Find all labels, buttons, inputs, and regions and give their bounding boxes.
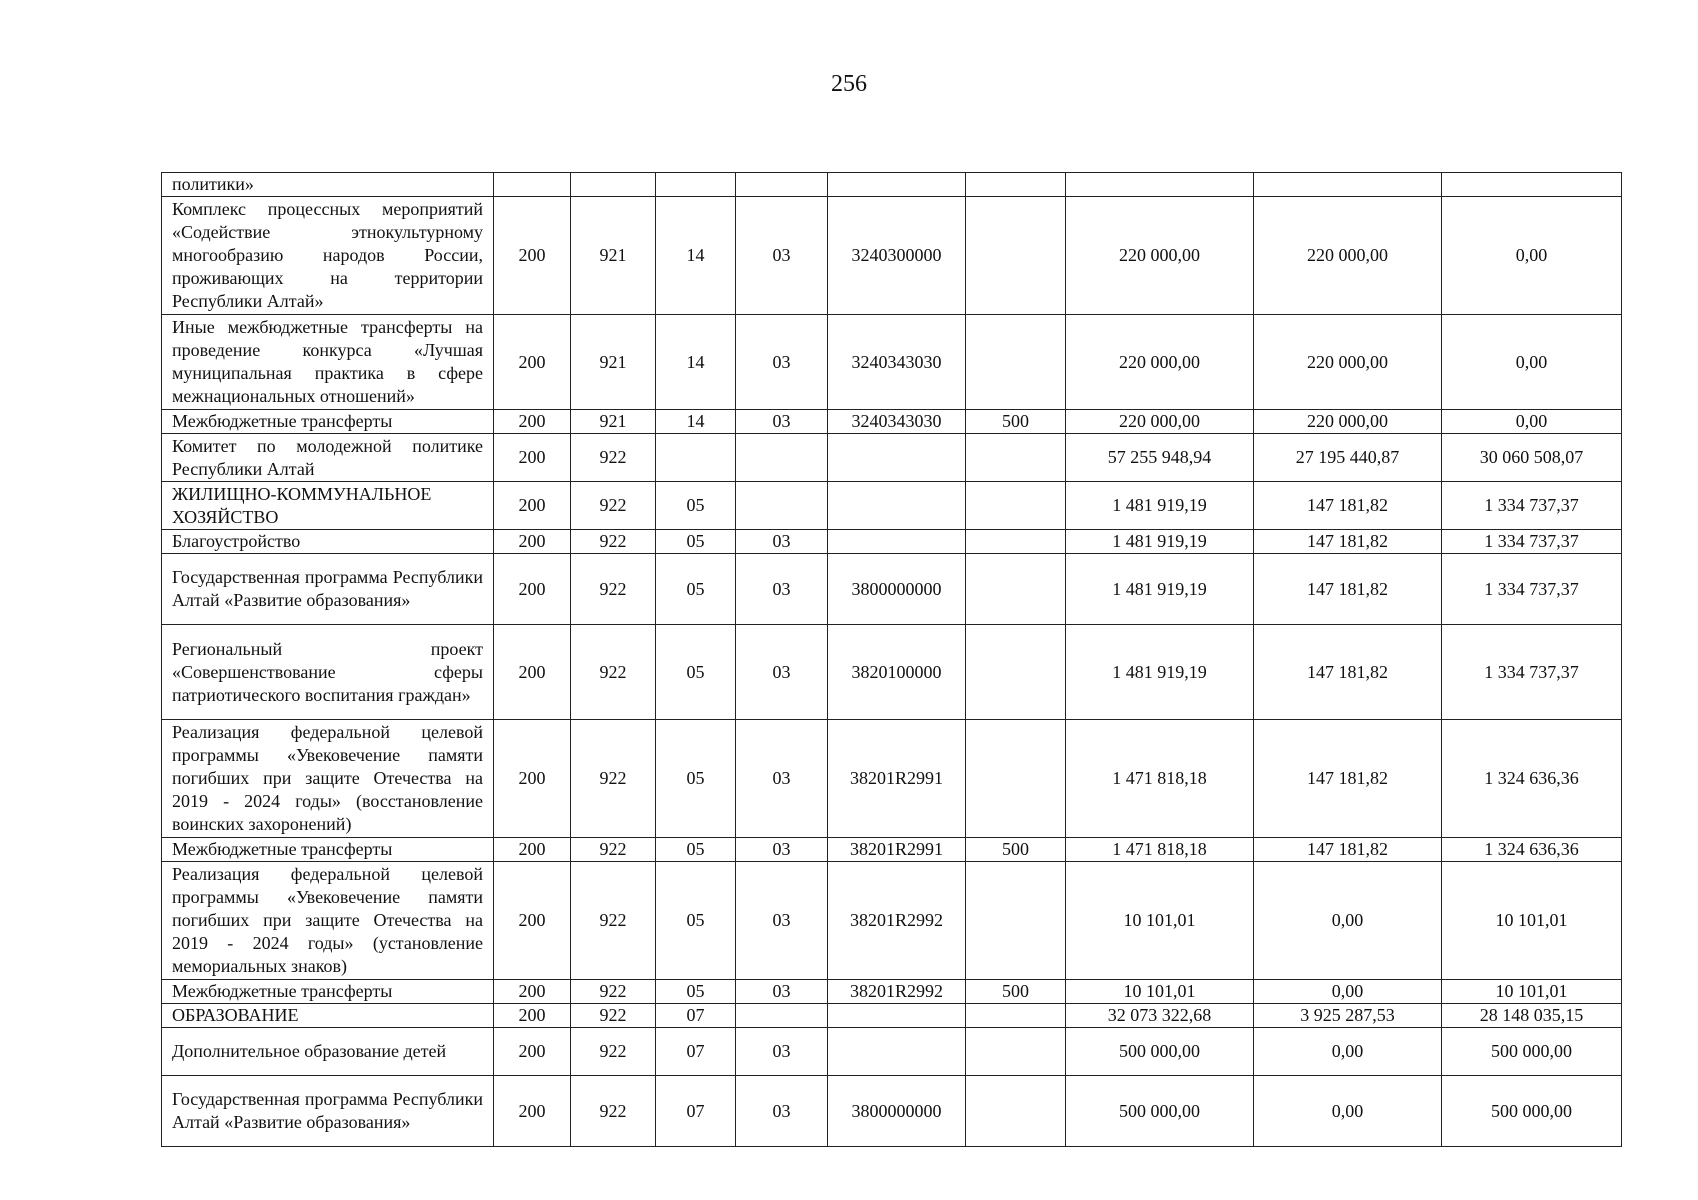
cell-code-3: 05 <box>656 554 736 625</box>
cell-code-1: 200 <box>494 410 571 434</box>
row-description: Региональный проект «Совершенствование сферы патриотического воспитания граждан» <box>162 625 494 720</box>
cell-code-5: 38201R2991 <box>828 720 966 838</box>
row-description: Комитет по молодежной политике Республики Алтай <box>162 434 494 482</box>
cell-code-6 <box>966 434 1066 482</box>
cell-code-1: 200 <box>494 720 571 838</box>
cell-value-2: 147 181,82 <box>1254 554 1442 625</box>
cell-value-2 <box>1254 173 1442 197</box>
row-description: Дополнительное образование детей <box>162 1028 494 1076</box>
cell-code-2: 922 <box>571 482 656 530</box>
cell-code-3: 05 <box>656 625 736 720</box>
cell-code-4: 03 <box>736 554 828 625</box>
cell-code-5 <box>828 482 966 530</box>
table-row <box>162 720 1622 838</box>
cell-code-3: 07 <box>656 1028 736 1076</box>
cell-code-2: 921 <box>571 410 656 434</box>
cell-code-1: 200 <box>494 625 571 720</box>
cell-code-1: 200 <box>494 838 571 862</box>
cell-value-3: 10 101,01 <box>1442 980 1622 1004</box>
cell-code-3: 05 <box>656 980 736 1004</box>
cell-value-2: 220 000,00 <box>1254 410 1442 434</box>
cell-value-1: 500 000,00 <box>1066 1076 1254 1147</box>
cell-code-6 <box>966 173 1066 197</box>
cell-code-6 <box>966 625 1066 720</box>
table-row <box>162 410 1622 434</box>
cell-value-3: 1 324 636,36 <box>1442 838 1622 862</box>
cell-code-2: 922 <box>571 862 656 980</box>
table-row <box>162 1004 1622 1028</box>
row-description: ЖИЛИЩНО-КОММУНАЛЬНОЕ ХОЗЯЙСТВО <box>162 482 494 530</box>
row-description: Государственная программа Республики Алтай «Развитие образования» <box>162 554 494 625</box>
cell-code-1: 200 <box>494 197 571 315</box>
cell-code-6: 500 <box>966 838 1066 862</box>
cell-value-1: 500 000,00 <box>1066 1028 1254 1076</box>
cell-value-2: 147 181,82 <box>1254 838 1442 862</box>
cell-code-6 <box>966 315 1066 410</box>
row-description: Благоустройство <box>162 530 494 554</box>
cell-code-4: 03 <box>736 1028 828 1076</box>
cell-value-2: 3 925 287,53 <box>1254 1004 1442 1028</box>
cell-code-2: 922 <box>571 980 656 1004</box>
cell-code-2: 921 <box>571 197 656 315</box>
cell-value-3: 1 334 737,37 <box>1442 625 1622 720</box>
cell-code-3 <box>656 173 736 197</box>
table-row <box>162 980 1622 1004</box>
row-description: Реализация федеральной целевой программы «Увековечение памяти погибших при защите Отечества на 2019 - 2024 годы» (восстановление воинских захоронений) <box>162 720 494 838</box>
cell-value-2: 0,00 <box>1254 1028 1442 1076</box>
cell-code-4 <box>736 482 828 530</box>
cell-code-3: 05 <box>656 482 736 530</box>
cell-value-3: 1 334 737,37 <box>1442 482 1622 530</box>
cell-code-4: 03 <box>736 410 828 434</box>
cell-code-1: 200 <box>494 862 571 980</box>
row-description: политики» <box>162 173 494 197</box>
row-description: Государственная программа Республики Алтай «Развитие образования» <box>162 1076 494 1147</box>
cell-code-3: 05 <box>656 838 736 862</box>
cell-code-1: 200 <box>494 1076 571 1147</box>
row-description: Реализация федеральной целевой программы «Увековечение памяти погибших при защите Отечества на 2019 - 2024 годы» (установление мемориальных знаков) <box>162 862 494 980</box>
cell-value-1: 1 481 919,19 <box>1066 625 1254 720</box>
cell-value-3: 1 334 737,37 <box>1442 530 1622 554</box>
cell-value-2: 147 181,82 <box>1254 720 1442 838</box>
cell-value-2: 147 181,82 <box>1254 530 1442 554</box>
cell-value-3: 28 148 035,15 <box>1442 1004 1622 1028</box>
cell-value-3 <box>1442 173 1622 197</box>
cell-code-6 <box>966 197 1066 315</box>
cell-code-4: 03 <box>736 838 828 862</box>
cell-value-1: 220 000,00 <box>1066 410 1254 434</box>
cell-code-2: 922 <box>571 554 656 625</box>
cell-code-1: 200 <box>494 482 571 530</box>
cell-code-1: 200 <box>494 1028 571 1076</box>
cell-code-4: 03 <box>736 530 828 554</box>
cell-code-6 <box>966 720 1066 838</box>
table-row <box>162 315 1622 410</box>
table-row <box>162 862 1622 980</box>
table-row <box>162 1076 1622 1147</box>
cell-code-3: 14 <box>656 197 736 315</box>
cell-code-3: 05 <box>656 530 736 554</box>
cell-code-4: 03 <box>736 197 828 315</box>
cell-code-4: 03 <box>736 1076 828 1147</box>
table-row <box>162 197 1622 315</box>
cell-code-5: 38201R2992 <box>828 980 966 1004</box>
cell-code-5 <box>828 173 966 197</box>
cell-code-4: 03 <box>736 862 828 980</box>
cell-code-5 <box>828 530 966 554</box>
cell-code-1: 200 <box>494 980 571 1004</box>
table-row <box>162 482 1622 530</box>
cell-value-2: 147 181,82 <box>1254 625 1442 720</box>
cell-code-6: 500 <box>966 410 1066 434</box>
cell-value-1: 10 101,01 <box>1066 862 1254 980</box>
cell-value-2: 220 000,00 <box>1254 315 1442 410</box>
cell-code-6 <box>966 1004 1066 1028</box>
cell-code-6 <box>966 1076 1066 1147</box>
cell-code-6 <box>966 482 1066 530</box>
cell-code-1: 200 <box>494 1004 571 1028</box>
cell-code-3 <box>656 434 736 482</box>
cell-value-1: 1 471 818,18 <box>1066 720 1254 838</box>
cell-code-4: 03 <box>736 625 828 720</box>
cell-code-3: 05 <box>656 720 736 838</box>
page-number: 256 <box>831 71 867 97</box>
cell-code-2: 921 <box>571 315 656 410</box>
cell-code-1: 200 <box>494 530 571 554</box>
cell-value-1: 1 481 919,19 <box>1066 554 1254 625</box>
row-description: Иные межбюджетные трансферты на проведение конкурса «Лучшая муниципальная практика в сфере межнациональных отношений» <box>162 315 494 410</box>
cell-value-1 <box>1066 173 1254 197</box>
cell-value-2: 0,00 <box>1254 862 1442 980</box>
cell-code-2 <box>571 173 656 197</box>
cell-code-5: 3240343030 <box>828 410 966 434</box>
cell-code-2: 922 <box>571 1076 656 1147</box>
cell-code-5: 3800000000 <box>828 1076 966 1147</box>
cell-value-3: 1 334 737,37 <box>1442 554 1622 625</box>
cell-code-5: 38201R2991 <box>828 838 966 862</box>
cell-value-2: 147 181,82 <box>1254 482 1442 530</box>
cell-value-1: 220 000,00 <box>1066 197 1254 315</box>
cell-value-3: 10 101,01 <box>1442 862 1622 980</box>
cell-code-4 <box>736 1004 828 1028</box>
cell-code-6 <box>966 530 1066 554</box>
budget-table <box>161 172 1622 1147</box>
table-row <box>162 173 1622 197</box>
cell-code-3: 07 <box>656 1004 736 1028</box>
table-row <box>162 1028 1622 1076</box>
cell-code-1: 200 <box>494 554 571 625</box>
cell-value-1: 1 481 919,19 <box>1066 482 1254 530</box>
cell-value-2: 0,00 <box>1254 980 1442 1004</box>
table-row <box>162 838 1622 862</box>
cell-code-3: 05 <box>656 862 736 980</box>
table-row <box>162 554 1622 625</box>
cell-code-5 <box>828 1028 966 1076</box>
row-description: ОБРАЗОВАНИЕ <box>162 1004 494 1028</box>
cell-code-5: 3240300000 <box>828 197 966 315</box>
cell-code-4: 03 <box>736 720 828 838</box>
cell-code-5 <box>828 434 966 482</box>
cell-value-3: 0,00 <box>1442 197 1622 315</box>
cell-code-2: 922 <box>571 1004 656 1028</box>
cell-value-2: 27 195 440,87 <box>1254 434 1442 482</box>
cell-code-2: 922 <box>571 720 656 838</box>
cell-value-1: 1 471 818,18 <box>1066 838 1254 862</box>
cell-code-3: 14 <box>656 315 736 410</box>
table-row <box>162 530 1622 554</box>
cell-code-4: 03 <box>736 315 828 410</box>
cell-value-3: 500 000,00 <box>1442 1028 1622 1076</box>
cell-code-4 <box>736 173 828 197</box>
cell-value-3: 500 000,00 <box>1442 1076 1622 1147</box>
cell-value-2: 220 000,00 <box>1254 197 1442 315</box>
cell-code-2: 922 <box>571 838 656 862</box>
row-description: Межбюджетные трансферты <box>162 838 494 862</box>
cell-code-4 <box>736 434 828 482</box>
cell-value-1: 1 481 919,19 <box>1066 530 1254 554</box>
cell-value-1: 220 000,00 <box>1066 315 1254 410</box>
cell-code-3: 14 <box>656 410 736 434</box>
cell-code-6 <box>966 554 1066 625</box>
row-description: Межбюджетные трансферты <box>162 410 494 434</box>
row-description: Комплекс процессных мероприятий «Содействие этнокультурному многообразию народов России, проживающих на территории Республики Алтай» <box>162 197 494 315</box>
cell-code-2: 922 <box>571 625 656 720</box>
cell-code-5 <box>828 1004 966 1028</box>
table-row <box>162 625 1622 720</box>
cell-value-3: 1 324 636,36 <box>1442 720 1622 838</box>
cell-code-5: 3820100000 <box>828 625 966 720</box>
cell-code-1: 200 <box>494 434 571 482</box>
cell-value-2: 0,00 <box>1254 1076 1442 1147</box>
cell-code-2: 922 <box>571 1028 656 1076</box>
cell-value-3: 0,00 <box>1442 410 1622 434</box>
cell-value-1: 10 101,01 <box>1066 980 1254 1004</box>
row-description: Межбюджетные трансферты <box>162 980 494 1004</box>
cell-code-5: 3800000000 <box>828 554 966 625</box>
cell-code-5: 3240343030 <box>828 315 966 410</box>
cell-code-6 <box>966 862 1066 980</box>
cell-code-1: 200 <box>494 315 571 410</box>
cell-code-3: 07 <box>656 1076 736 1147</box>
cell-code-5: 38201R2992 <box>828 862 966 980</box>
cell-code-6 <box>966 1028 1066 1076</box>
cell-code-4: 03 <box>736 980 828 1004</box>
cell-value-3: 30 060 508,07 <box>1442 434 1622 482</box>
table-row <box>162 434 1622 482</box>
cell-code-2: 922 <box>571 530 656 554</box>
cell-value-1: 57 255 948,94 <box>1066 434 1254 482</box>
cell-code-2: 922 <box>571 434 656 482</box>
cell-value-3: 0,00 <box>1442 315 1622 410</box>
cell-code-6: 500 <box>966 980 1066 1004</box>
cell-code-1 <box>494 173 571 197</box>
cell-value-1: 32 073 322,68 <box>1066 1004 1254 1028</box>
